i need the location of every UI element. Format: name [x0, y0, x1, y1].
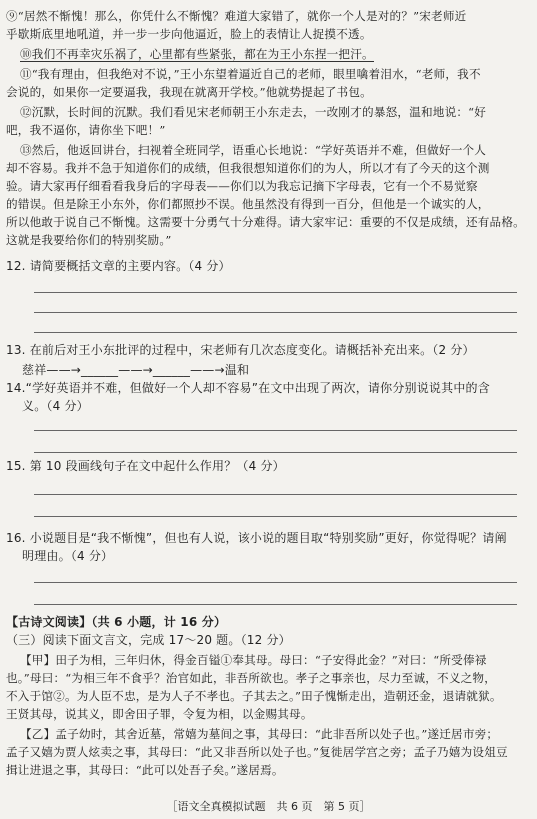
answer-line[interactable] — [34, 582, 517, 583]
answer-line[interactable] — [34, 292, 517, 293]
underlined-sentence: ⑩我们不再幸灾乐祸了，心里都有些紧张，都在为王小东捏一把汗。 — [20, 47, 374, 61]
answer-line[interactable] — [34, 494, 517, 495]
answer-line[interactable] — [34, 312, 517, 313]
question-16-line1: 16. 小说题目是“我不惭愧”，但也有人说，该小说的题目取“特别奖励”更好，你觉得呢？请阐 — [6, 531, 507, 545]
passage-p13-line4: 的错误。但是除王小东外，你们都照抄不误。他虽然没有得到一百分，但他是一个诚实的人， — [6, 197, 490, 211]
classical-b-line3: 揖让进退之事，其母曰：“此可以处吾子矣。”遂居焉。 — [6, 763, 284, 777]
passage-p13-line1: ⑬然后，他返回讲台，扫视着全班同学，语重心长地说：“学好英语并不难，但做好一个人 — [20, 143, 487, 157]
classical-b-line1: 【乙】孟子幼时，其舍近墓，常嬉为墓间之事，其母曰：“此非吾所以处子也。”遂迁居市旁； — [20, 727, 499, 741]
passage-p11-line1: ⑪“我有理由，但我绝对不说，”王小东望着逼近自己的老师，眼里噙着泪水，“老师，我不 — [20, 67, 481, 81]
classical-a-line2: 也。”母曰：“为相三年不食乎？治官如此，非吾所欲也。孝子之事亲也，尽力至诚，不义之物， — [6, 671, 497, 685]
question-12: 12. 请简要概括文章的主要内容。（4 分） — [6, 259, 231, 273]
passage-p11-line2: 会说的，如果你一定要逼我，我现在就离开学校。”他就势提起了书包。 — [6, 85, 372, 99]
question-13: 13. 在前后对王小东批评的过程中，宋老师有几次态度变化。请概括补充出来。（2 分） — [6, 343, 475, 357]
passage-p13-line2: 却不容易。我并不急于知道你们的成绩，但我很想知道你们的为人，所以才有了今天的这个测 — [6, 161, 490, 175]
question-14-line2: 义。（4 分） — [22, 399, 89, 413]
answer-line[interactable] — [34, 452, 517, 453]
passage-p9-line2: 乎歇斯底里地吼道，并一步一步向他逼近，脸上的表情让人捉摸不透。 — [6, 27, 372, 41]
passage-p12-line1: ⑫沉默，长时间的沉默。我们看见宋老师朝王小东走去，一改刚才的暴怒，温和地说：“好 — [20, 105, 487, 119]
answer-line[interactable] — [34, 516, 517, 517]
classical-a-line4: 王贤其母，说其义，即舍田子罪，令复为相，以金赐其母。 — [6, 707, 313, 721]
question-15: 15. 第 10 段画线句子在文中起什么作用？（4 分） — [6, 459, 285, 473]
passage-p12-line2: 吧，我不逼你，请你坐下吧！” — [6, 123, 166, 137]
answer-line[interactable] — [34, 430, 517, 431]
answer-line[interactable] — [34, 332, 517, 333]
passage-p9-line1: ⑨“居然不惭愧！那么，你凭什么不惭愧？难道大家错了，就你一个人是对的？”宋老师近 — [6, 9, 467, 23]
question-14-line1: 14.“学好英语并不难，但做好一个人却不容易”在文中出现了两次，请你分别说说其中的含 — [6, 381, 490, 395]
answer-line[interactable] — [34, 604, 517, 605]
classical-a-line1: 【甲】田子为相，三年归休，得金百镒①奉其母。母曰：“子安得此金？”对曰：“所受俸禄 — [20, 653, 487, 667]
section-subheader: （三）阅读下面文言文，完成 17～20 题。（12 分） — [6, 633, 291, 647]
passage-p13-line6: 这就是我要给你们的特别奖励。” — [6, 233, 172, 247]
passage-p13-line5: 所以他敢于说自己不惭愧。这需要十分勇气十分难得。请大家牢记：重要的不仅是成绩，还有品格。 — [6, 215, 525, 229]
page-footer: ［语文全真模拟试题 共 6 页 第 5 页］ — [166, 800, 371, 813]
passage-p13-line3: 验。请大家再仔细看看我身后的字母表——你们以为我忘记摘下字母表，它有一个不易觉察 — [6, 179, 478, 193]
classical-b-line2: 孟子又嬉为贾人炫卖之事，其母曰：“此又非吾所以处子也。”复徙居学宫之旁；孟子乃嬉为设俎豆 — [6, 745, 508, 759]
classical-a-line3: 不入于馆②。为人臣不忠，是为人子不孝也。子其去之。”田子愧惭走出，造朝还金，退请就狱。 — [6, 689, 502, 703]
question-13-chain[interactable]: 慈祥——→______——→______——→温和 — [22, 363, 250, 377]
question-16-line2: 明理由。（4 分） — [22, 549, 114, 563]
passage-p10-underlined — [20, 46, 531, 62]
section-header: 【古诗文阅读】（共 6 小题，计 16 分） — [6, 615, 227, 629]
